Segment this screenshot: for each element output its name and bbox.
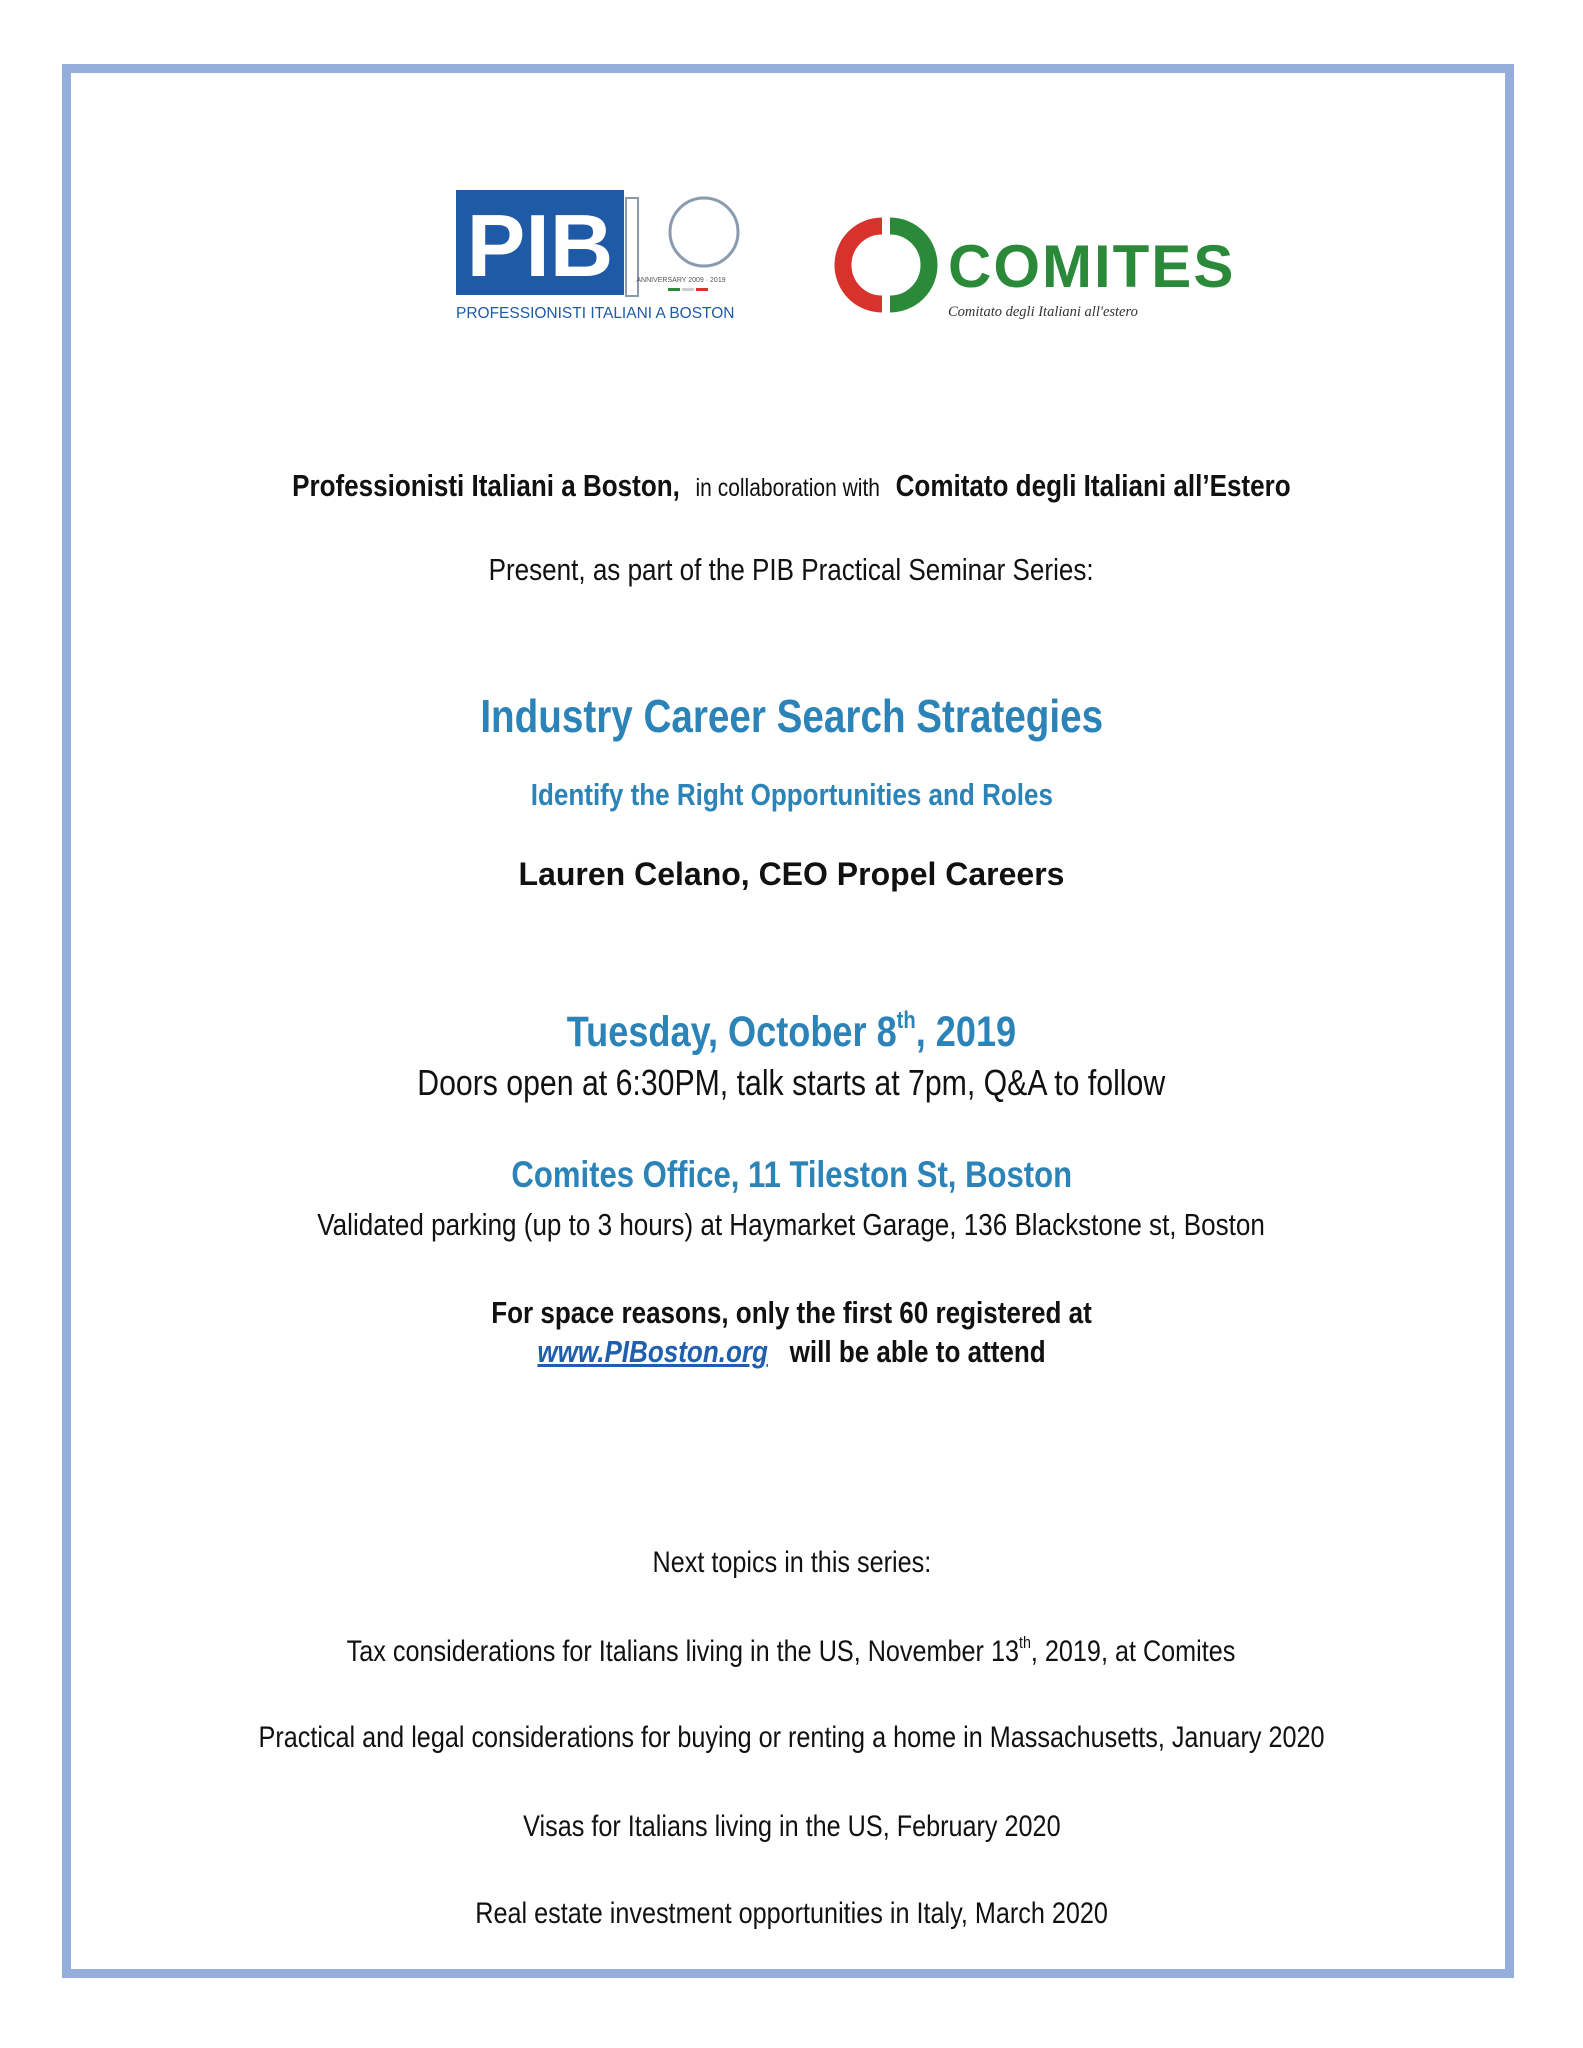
registration-link[interactable]: www.PIBoston.org [537,1334,768,1369]
org-pib: Professionisti Italiani a Boston, [292,468,681,503]
next-topic-item: Tax considerations for Italians living in the US, November 13th, 2019, at Comites [347,1633,1236,1668]
parking-info: Validated parking (up to 3 hours) at Haymarket Garage, 136 Blackstone st, Boston [317,1207,1266,1242]
event-title: Industry Career Search Strategies [480,690,1103,742]
pib-logo-letters: PIB [466,196,614,295]
speaker-line: Lauren Celano, CEO Propel Careers [518,856,1065,892]
doors-info: Doors open at 6:30PM, talk starts at 7pm, Q&A to follow [417,1062,1166,1103]
comites-name: COMITES [948,233,1236,300]
next-topic-item: Visas for Italians living in the US, February 2020 [522,1810,1061,1843]
event-subtitle: Identify the Right Opportunities and Roles [530,777,1053,812]
presents-line: Present, as part of the PIB Practical Seminar Series: [489,552,1094,587]
venue-line: Comites Office, 11 Tileston St, Boston [511,1154,1072,1195]
org-comites: Comitato degli Italiani all’Estero [895,468,1291,503]
next-topic-item: Real estate investment opportunities in Italy, March 2020 [475,1897,1108,1930]
next-topic-item: Practical and legal considerations for buying or renting a home in Massachusetts, January 2020 [258,1721,1325,1754]
pib-logo [456,190,756,325]
registration-note: For space reasons, only the first 60 registered at [491,1295,1092,1330]
next-topics-heading: Next topics in this series: [652,1546,931,1579]
event-date: Tuesday, October 8th, 2019 [566,1007,1017,1056]
comites-logo [830,212,1236,324]
intro-line [0,468,1583,504]
registration-link-line: www.PIBoston.org will be able to attend [537,1334,1046,1369]
pib-anniversary-text: ANNIVERSARY 2009 · 2019 [636,277,726,284]
comites-tagline: Comitato degli Italiani all'estero [948,304,1138,320]
collab-text: in collaboration with [695,474,881,502]
pib-tagline: PROFESSIONISTI ITALIANI A BOSTON [456,305,735,322]
